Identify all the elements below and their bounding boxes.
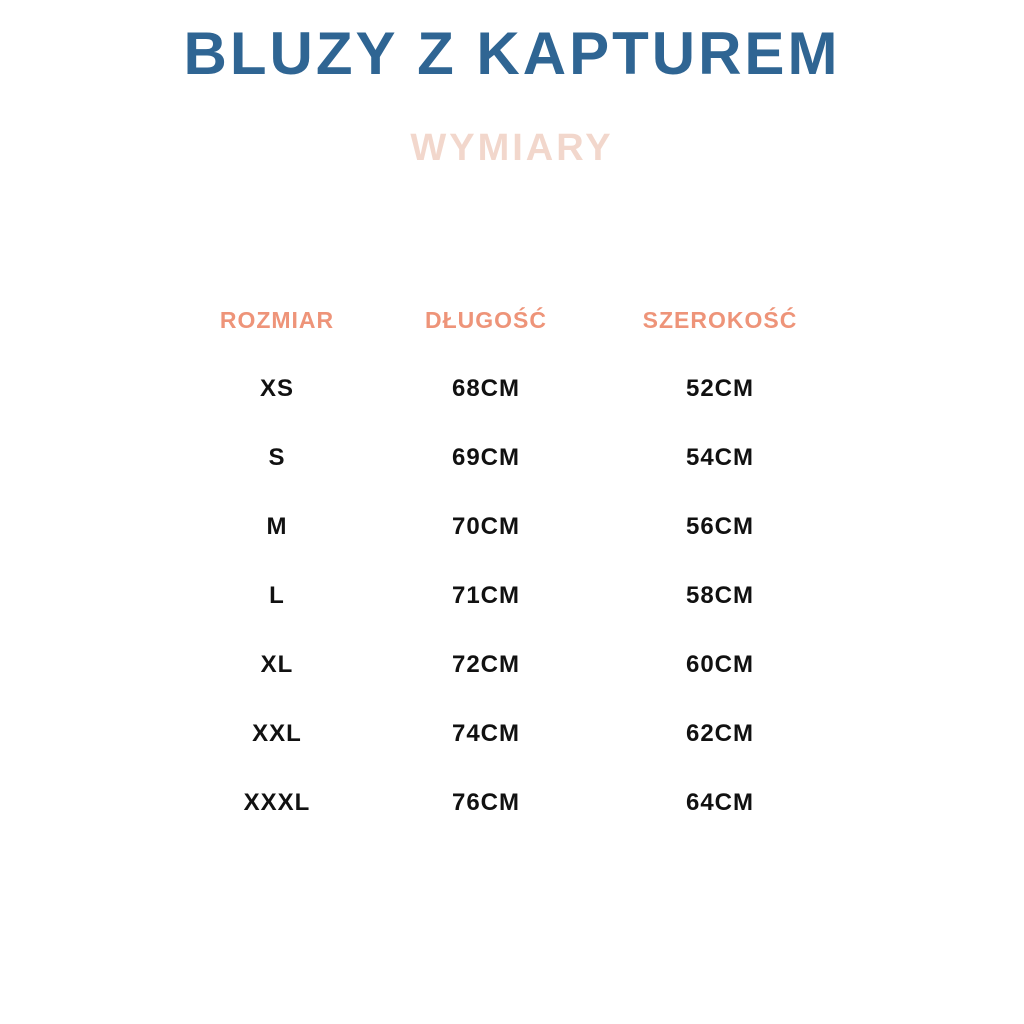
cell-width: 62CM xyxy=(685,720,755,747)
cell-length: 69CM xyxy=(451,444,521,471)
page-subtitle: WYMIARY xyxy=(410,127,614,169)
cell-length: 71CM xyxy=(451,582,521,609)
cell-width: 60CM xyxy=(685,651,755,678)
cell-length: 70CM xyxy=(451,513,521,540)
cell-width: 58CM xyxy=(685,582,755,609)
cell-width: 54CM xyxy=(685,444,755,471)
page-title: BLUZY Z KAPTUREM xyxy=(183,20,841,87)
cell-width: 52CM xyxy=(685,375,755,402)
cell-size: XXL xyxy=(252,720,302,747)
cell-width: 56CM xyxy=(685,513,755,540)
cell-length: 74CM xyxy=(451,720,521,747)
cell-size: XXXL xyxy=(243,789,311,816)
cell-length: 72CM xyxy=(451,651,521,678)
cell-size: M xyxy=(266,513,288,540)
cell-width: 64CM xyxy=(685,789,755,816)
cell-length: 76CM xyxy=(451,789,521,816)
cell-size: XS xyxy=(259,375,294,402)
header-width: SZEROKOŚĆ xyxy=(642,307,798,333)
cell-size: S xyxy=(268,444,286,471)
cell-length: 68CM xyxy=(451,375,521,402)
cell-size: XL xyxy=(260,651,294,678)
cell-size: L xyxy=(269,582,285,609)
header-length: DŁUGOŚĆ xyxy=(425,307,547,333)
header-size: ROZMIAR xyxy=(219,307,335,333)
